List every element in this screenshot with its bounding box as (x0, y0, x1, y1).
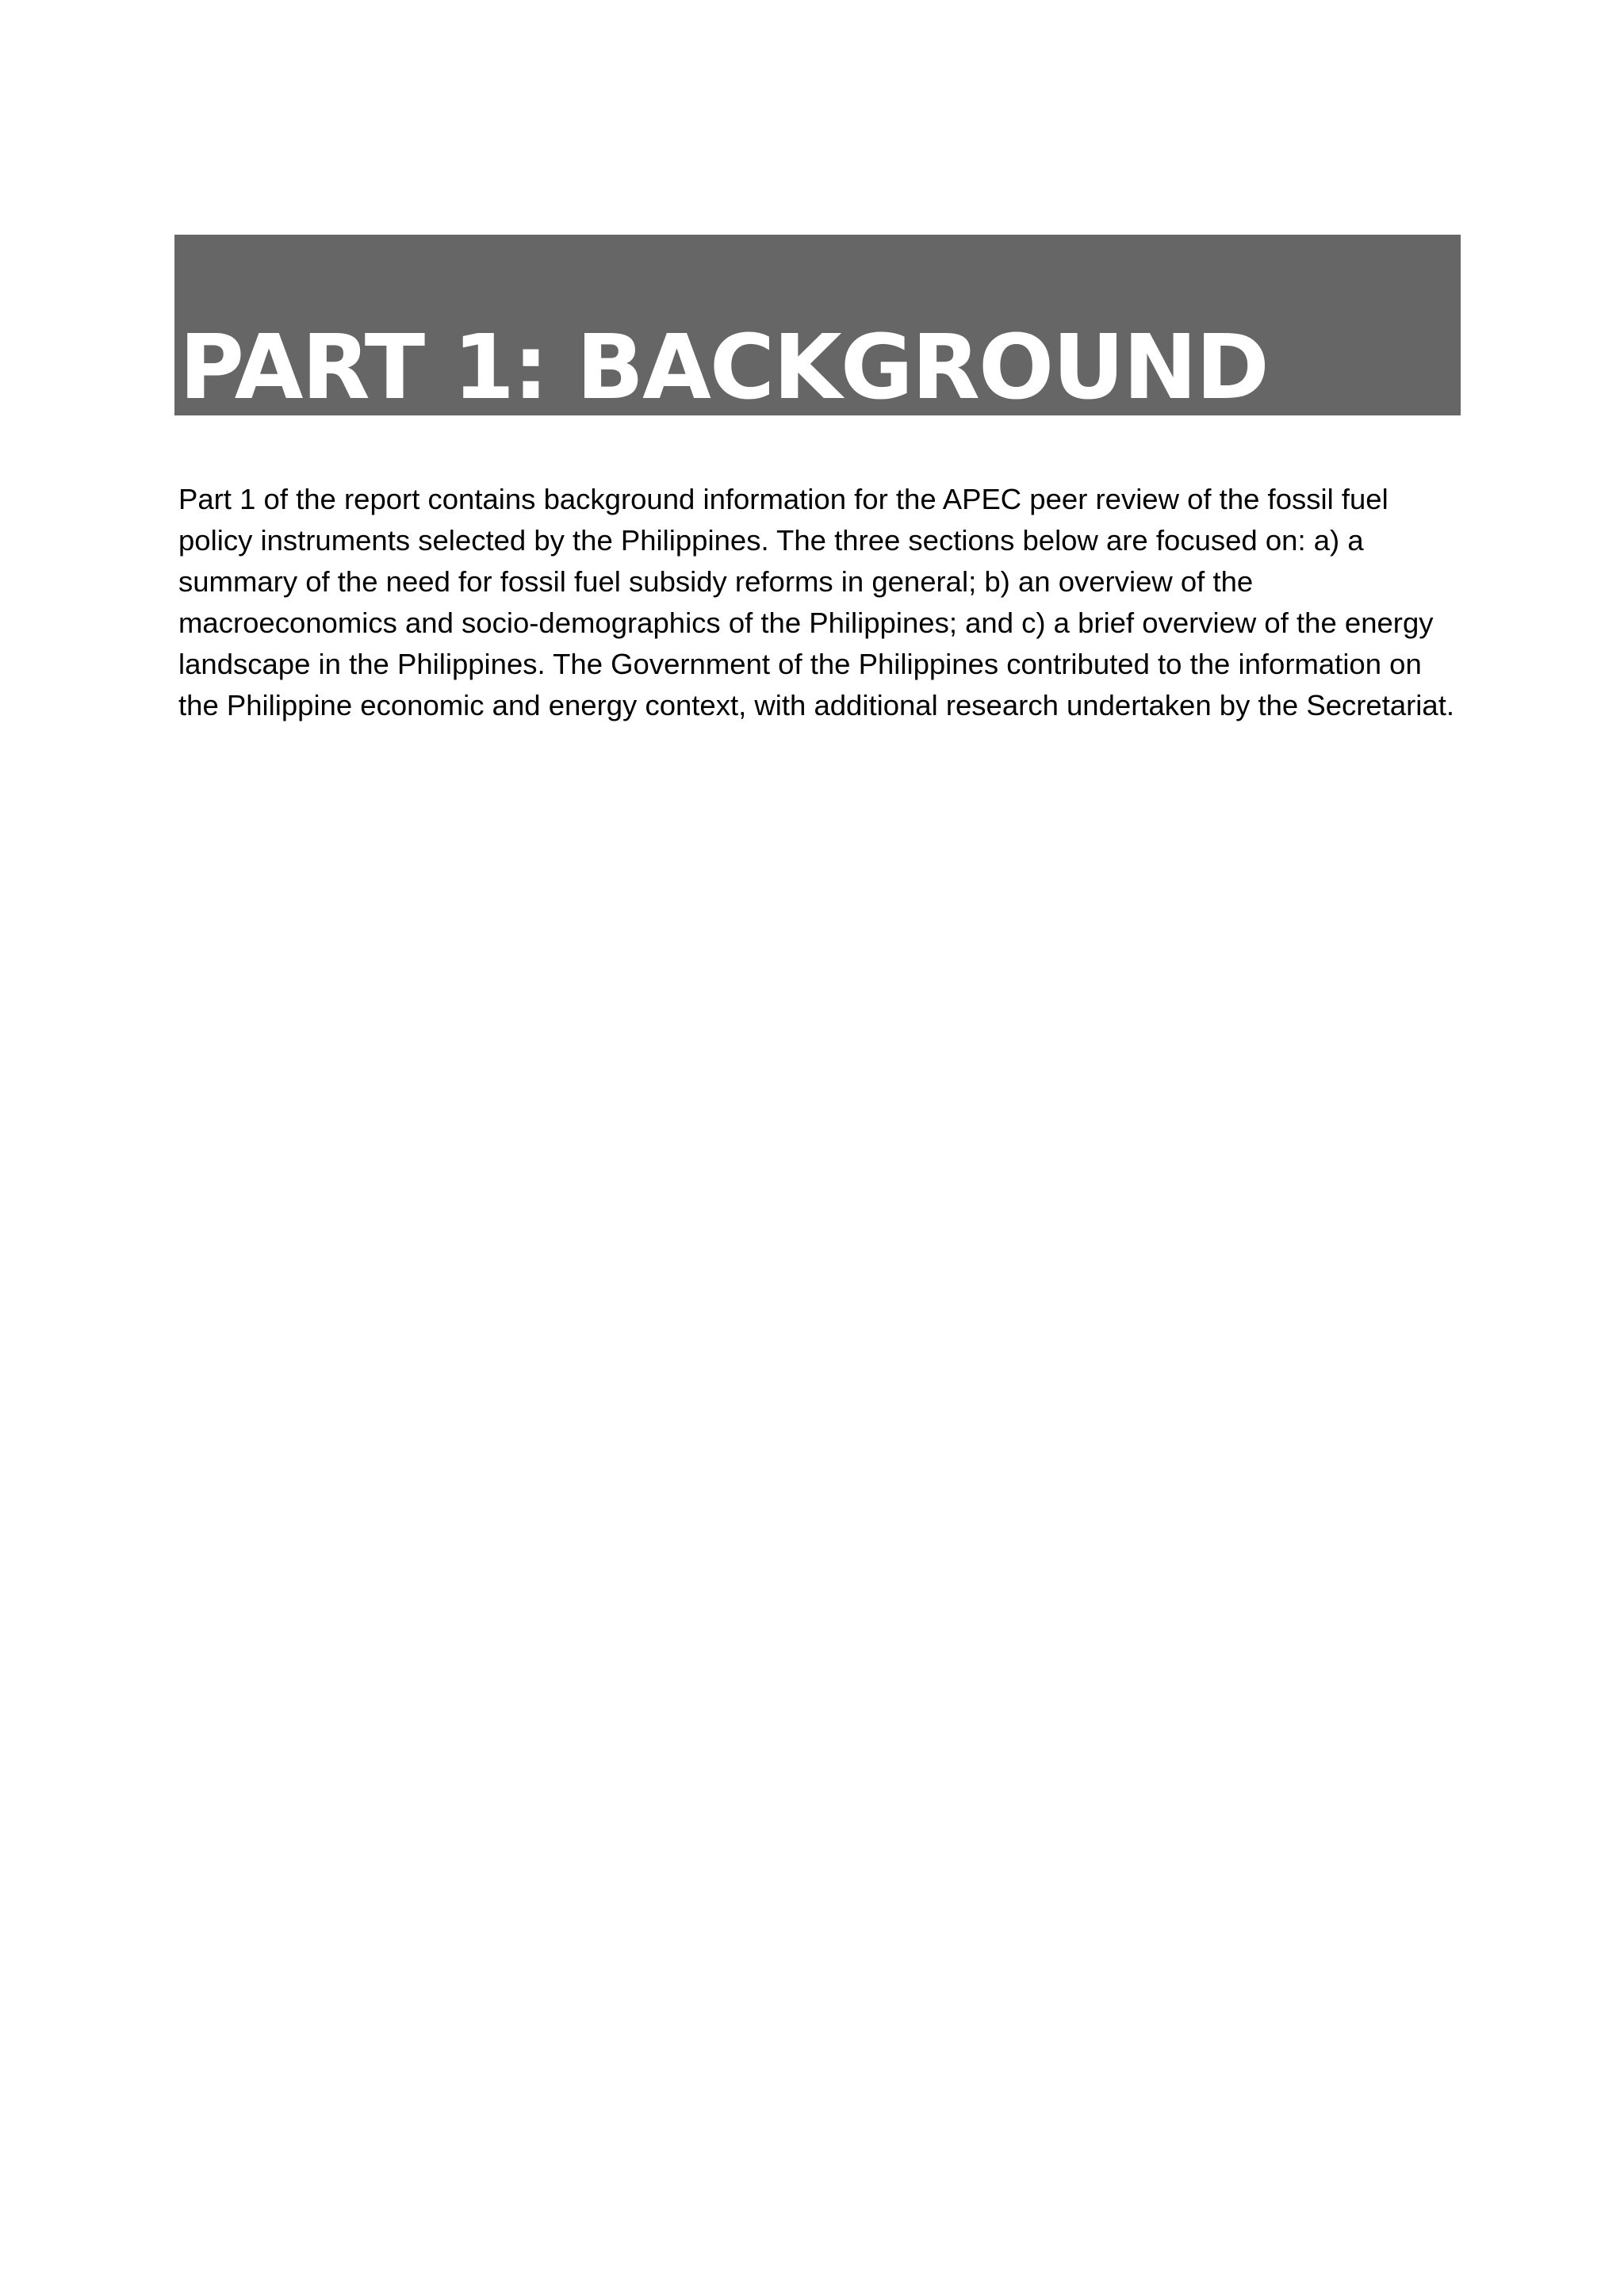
part-title-banner (174, 235, 1461, 419)
intro-paragraph: Part 1 of the report contains background information for the APEC peer review of the fossil fuel policy instruments selected by the Philippines. The three sections below are focused on: a) a summary of the need for fossil fuel subsidy reforms in general; b) an overview of the macroeconomics and socio-demographics of the Philippines; and c) a brief overview of the energy landscape in the Philippines. The Government of the Philippines contributed to the information on the Philippine economic and energy context, with additional research undertaken by the Secretariat. (178, 483, 1454, 721)
part-title: PART 1: BACKGROUND (179, 316, 1268, 419)
